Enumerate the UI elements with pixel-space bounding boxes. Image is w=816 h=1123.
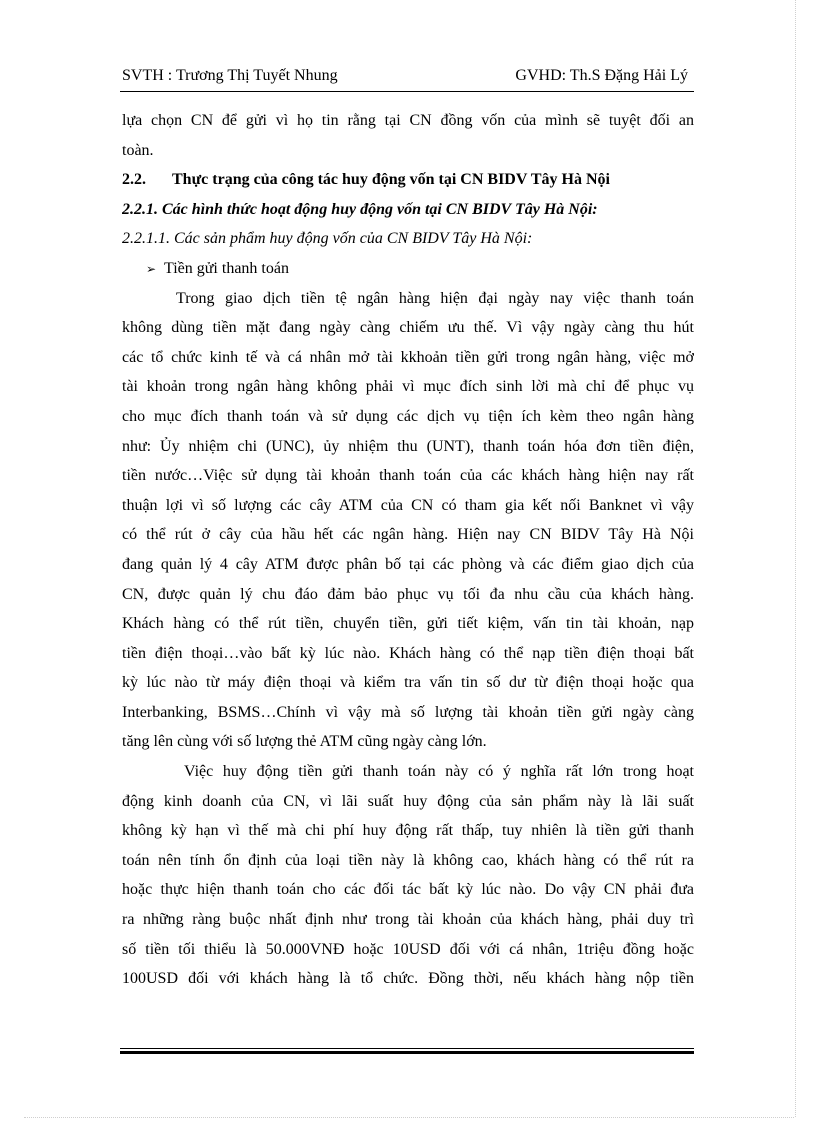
text-line: số tiền tối thiểu là 50.000VNĐ hoặc 10USD đối với cá nhân, 1triệu đồng hoặc	[122, 940, 694, 958]
text-line: kỳ lúc nào từ máy điện thoại và kiểm tra vấn tin số dư từ điện thoại hoặc qua	[122, 674, 694, 692]
page-boundary-right	[795, 0, 796, 1117]
footer-divider-thick	[120, 1051, 694, 1054]
paragraph-2	[122, 757, 694, 994]
section-heading	[122, 165, 694, 195]
subsection-heading: 2.2.1. Các hình thức hoạt động huy động vốn tại CN BIDV Tây Hà Nội:	[122, 200, 598, 218]
text-line: động kinh doanh của CN, vì lãi suất huy động của sản phẩm này là lãi suất	[122, 792, 694, 810]
text-line: cho mục đích thanh toán và sử dụng các dịch vụ tiện ích kèm theo ngân hàng	[122, 407, 694, 425]
bullet-item	[122, 254, 694, 284]
document-body	[122, 106, 694, 994]
text-line: lựa chọn CN để gửi vì họ tin rằng tại CN đồng vốn của mình sẽ tuyệt đối an	[122, 112, 694, 129]
text-line: toàn.	[122, 141, 154, 159]
page-boundary-bottom	[24, 1117, 794, 1118]
text-line: CN, được quản lý chu đáo đảm bảo phục vụ tối đa nhu cầu của khách hàng.	[122, 585, 694, 603]
text-line: Khách hàng có thể rút tiền, chuyển tiền, gửi tiết kiệm, vấn tin tài khoản, nạp	[122, 615, 694, 633]
student-name: SVTH : Trương Thị Tuyết Nhung	[122, 67, 338, 84]
text-line: toán nên tính ổn định của loại tiền này là không cao, khách hàng có thể rút ra	[122, 851, 694, 869]
text-line: thuận lợi vì số lượng các cây ATM của CN có tham gia kết nối Banknet vì vậy	[122, 496, 694, 514]
advisor-name: GVHD: Th.S Đặng Hải Lý	[515, 67, 688, 84]
text-line: Trong giao dịch tiền tệ ngân hàng hiện đại ngày nay việc thanh toán	[176, 289, 694, 307]
paragraph-1	[122, 284, 694, 758]
text-line: đang quản lý 4 cây ATM được phân bố tại các phòng và các điểm giao dịch của	[122, 555, 694, 573]
text-line: Việc huy động tiền gửi thanh toán này có ý nghĩa rất lớn trong hoạt	[184, 763, 694, 781]
text-line: không dùng tiền mặt đang ngày càng chiếm ưu thế. Vì vậy ngày càng thu hút	[122, 319, 694, 337]
footer-divider-thin	[120, 1048, 694, 1049]
text-line: tiền nước…Việc sử dụng tài khoản thanh toán của các khách hàng hiện nay rất	[122, 467, 694, 485]
page-header	[122, 66, 694, 90]
arrow-bullet-icon: ➢	[146, 261, 157, 276]
text-line: như: Ủy nhiệm chi (UNC), ủy nhiệm thu (UNT), thanh toán hóa đơn tiền điện,	[122, 437, 694, 455]
bullet-label: Tiền gửi thanh toán	[164, 259, 289, 277]
text-line: hoặc thực hiện thanh toán cho các đối tác bất kỳ lúc nào. Do vậy CN phải đưa	[122, 881, 694, 899]
section-title: Thực trạng của công tác huy động vốn tại CN BIDV Tây Hà Nội	[172, 171, 610, 189]
text-line: không kỳ hạn vì thế mà chi phí huy động rất thấp, tuy nhiên là tiền gửi thanh	[122, 822, 694, 840]
text-line: tài khoản trong ngân hàng không phải vì mục đích sinh lời mà chỉ để phục vụ	[122, 378, 694, 396]
subsubsection-heading: 2.2.1.1. Các sản phẩm huy động vốn của CN BIDV Tây Hà Nội:	[122, 230, 533, 248]
text-line: ra những ràng buộc nhất định như trong tài khoản của khách hàng, phải duy trì	[122, 911, 694, 929]
text-line: tăng lên cùng với số lượng thẻ ATM cũng ngày càng lớn.	[122, 733, 487, 751]
text-line: tiền điện thoại…vào bất kỳ lúc nào. Khách hàng có thể nạp tiền điện thoại bất	[122, 644, 694, 662]
section-number: 2.2.	[122, 171, 146, 189]
header-divider	[120, 91, 694, 92]
text-line: 100USD đối với khách hàng là tổ chức. Đồng thời, nếu khách hàng nộp tiền	[122, 970, 694, 988]
text-line: các tổ chức kinh tế và cá nhân mở tài kkhoản tiền gửi trong ngân hàng, việc mở	[122, 348, 694, 366]
text-line: có thể rút ở cây của hầu hết các ngân hàng. Hiện nay CN BIDV Tây Hà Nội	[122, 526, 694, 544]
text-line: Interbanking, BSMS…Chính vì vậy mà số lượng tài khoản tiền gửi ngày càng	[122, 703, 694, 721]
